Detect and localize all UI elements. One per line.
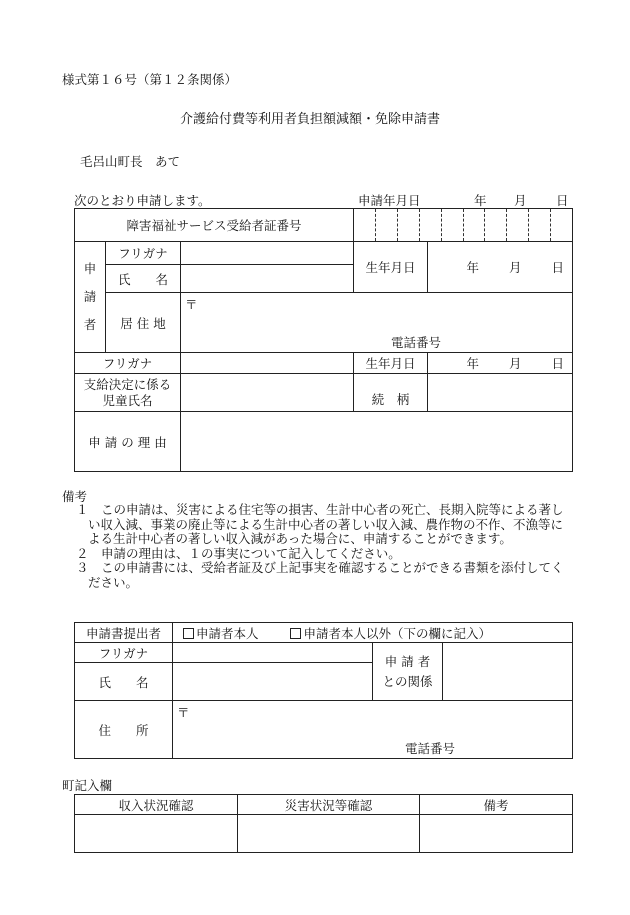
submitter-label: 申請書提出者 — [75, 623, 173, 643]
note-item: ２ 申請の理由は、１の事実について記入してください。 — [76, 545, 401, 561]
child-birth-month-unit: 月 — [508, 356, 522, 371]
remarks-field[interactable] — [420, 815, 573, 853]
option-self-checkbox[interactable] — [183, 626, 259, 641]
child-name-label-line: 支給決定に係る — [83, 376, 172, 392]
address-field[interactable] — [181, 293, 573, 353]
birth-date-field[interactable] — [428, 242, 573, 293]
submitter-name-label: 氏 名 — [75, 663, 173, 701]
applicant-label-char: 請 — [83, 289, 97, 304]
submitter-address-label: 住 所 — [75, 701, 173, 759]
postal-mark: 〒 — [185, 297, 198, 312]
cert-number-boxes — [354, 209, 572, 241]
application-date-month: 月 — [514, 193, 527, 208]
application-date-label: 申請年月日 — [358, 193, 421, 208]
application-date-year: 年 — [474, 193, 487, 208]
town-section-heading: 町記入欄 — [62, 778, 113, 793]
income-check-field[interactable] — [75, 815, 238, 853]
child-name-field[interactable] — [181, 374, 354, 412]
disaster-check-header: 災害状況等確認 — [238, 795, 420, 815]
address-label: 居 住 地 — [106, 293, 181, 353]
cert-number-label: 障害福祉サービス受給者証番号 — [75, 209, 354, 242]
note-item: １ この申請は、災害による住宅等の損害、生計中心者の死亡、長期入院等による著しい収入減、事業の廃止等による生計中心者の著しい収入減、農作物の不作、不漁等による生計中心者の著しい収入減があった場合に、申請することができます。 — [76, 502, 564, 546]
notes-list — [76, 503, 570, 590]
birth-date-units — [428, 258, 572, 276]
name-field[interactable] — [181, 265, 354, 293]
cert-number-field[interactable] — [354, 209, 573, 242]
child-birth-day-unit: 日 — [551, 356, 564, 371]
child-furigana-field[interactable] — [181, 353, 354, 374]
applicant-label-char: 者 — [83, 317, 97, 332]
income-check-header: 収入状況確認 — [75, 795, 238, 815]
submitter-relation-line: との関係 — [382, 673, 433, 689]
applicant-vertical-label — [75, 242, 106, 353]
child-birth-date-field[interactable] — [428, 353, 573, 374]
relation-label: 続 柄 — [354, 374, 428, 412]
submitter-table — [74, 622, 573, 759]
reason-field[interactable] — [181, 412, 573, 472]
submitter-phone-label: 電話番号 — [405, 741, 456, 756]
submitter-address-field[interactable] — [173, 701, 573, 759]
reason-label: 申 請 の 理 由 — [75, 412, 181, 472]
notes-heading: 備考 — [62, 489, 88, 504]
furigana-label: フリガナ — [106, 242, 181, 265]
submitter-name-field[interactable] — [173, 663, 373, 701]
applicant-table — [74, 208, 573, 472]
option-other-label: 申請者本人以外（下の欄に記入） — [303, 625, 491, 641]
option-self-label: 申請者本人 — [196, 625, 259, 641]
birth-day-unit: 日 — [551, 260, 564, 275]
submitter-postal-mark: 〒 — [177, 705, 190, 720]
town-table — [74, 794, 573, 853]
submitter-furigana-field[interactable] — [173, 643, 373, 663]
option-other-checkbox[interactable] — [290, 626, 491, 641]
submitter-furigana-label: フリガナ — [75, 643, 173, 663]
note-item: ３ この申請書には、受給者証及び上記事実を確認することができる書類を添付してください。 — [76, 560, 564, 590]
name-label: 氏 名 — [106, 265, 181, 293]
birth-year-unit: 年 — [466, 260, 479, 275]
disaster-check-field[interactable] — [238, 815, 420, 853]
furigana-field[interactable] — [181, 242, 354, 265]
child-birth-date-label: 生年月日 — [354, 353, 428, 374]
child-birth-year-unit: 年 — [466, 356, 479, 371]
form-title: 介護給付費等利用者負担額減額・免除申請書 — [180, 112, 441, 127]
submitter-relation-line: 申 請 者 — [384, 653, 431, 669]
submitter-options — [173, 623, 573, 643]
child-furigana-label: フリガナ — [75, 353, 181, 374]
submitter-relation-label — [373, 643, 443, 701]
applicant-label-char: 申 — [83, 261, 97, 276]
birth-date-label: 生年月日 — [354, 242, 428, 293]
child-birth-date-units — [428, 354, 572, 372]
application-date-day: 日 — [556, 193, 569, 208]
birth-month-unit: 月 — [508, 260, 522, 275]
addressee: 毛呂山町長 あて — [80, 154, 181, 169]
child-name-label — [75, 374, 181, 412]
child-name-label-line: 児童氏名 — [102, 392, 153, 408]
phone-label: 電話番号 — [391, 335, 442, 350]
form-number: 様式第１６号（第１２条関係） — [62, 72, 238, 87]
submitter-relation-field[interactable] — [443, 643, 573, 701]
relation-field[interactable] — [428, 374, 573, 412]
intro-text: 次のとおり申請します。 — [74, 193, 211, 208]
remarks-header: 備考 — [420, 795, 573, 815]
